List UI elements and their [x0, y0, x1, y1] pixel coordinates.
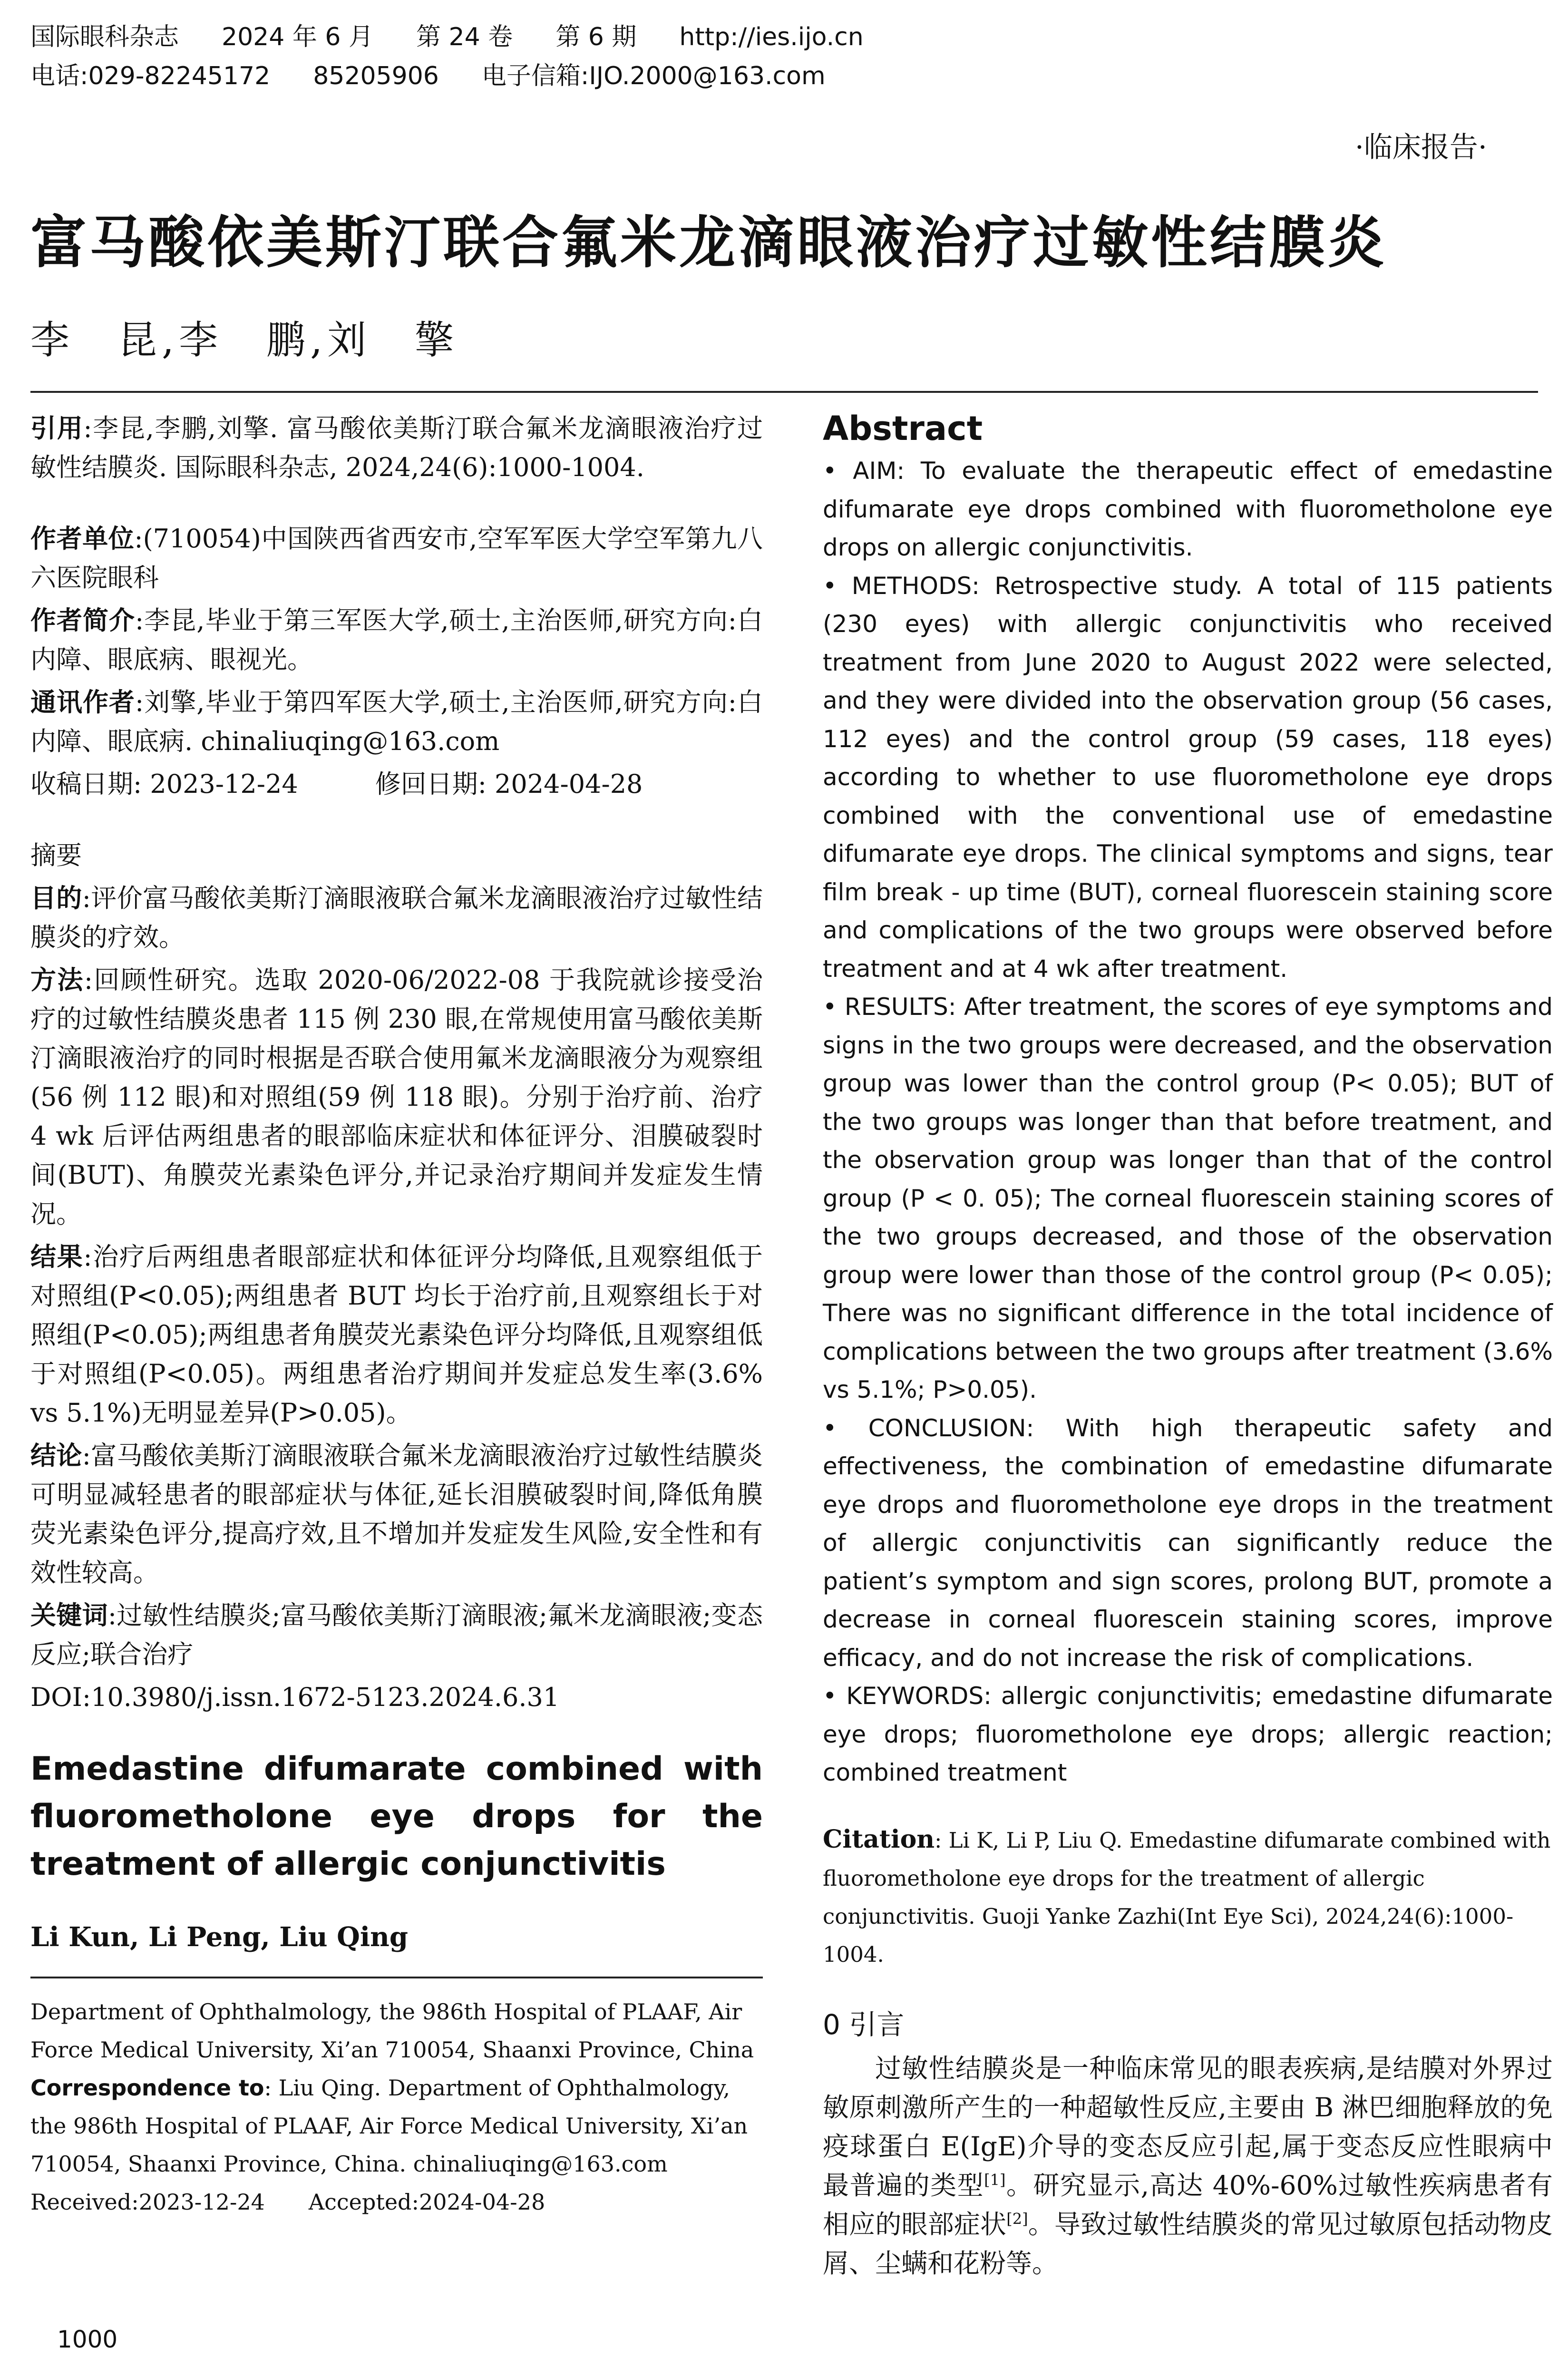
abstract-heading-zh: 摘要 [30, 840, 82, 870]
section-tag: ·临床报告· [1354, 131, 1487, 164]
journal-email[interactable]: 电子信箱:IJO.2000@163.com [481, 62, 826, 90]
affiliation-en: Department of Ophthalmology, the 986th Hospital of PLAAF, Air Force Medical University, Xi’an 710054, Shaanxi Province, China [30, 1999, 754, 2063]
journal-name: 国际眼科杂志 [30, 23, 179, 51]
author-unit: 作者单位:(710054)中国陕西省西安市,空军军医大学空军第九八六医院眼科 [30, 524, 763, 593]
citation-en: Citation: Li K, Li P, Liu Q. Emedastine difumarate combined with fluorometholone eye drops for the treatment of allergic conjunctivitis. Guoji Yanke Zazhi(Int Eye Sci), 2024,24(6):1000-1004. [823, 1824, 1551, 1967]
issue-date: 2024 年 6 月 [222, 23, 374, 51]
reference-1[interactable]: [1] [984, 2171, 1006, 2189]
abstract-method-zh: 方法:回顾性研究。选取 2020-06/2022-08 于我院就诊接受治疗的过敏性结膜炎患者 115 例 230 眼,在常规使用富马酸依美斯汀滴眼液治疗的同时根据是否联合使用氟米龙滴眼液分为观察组(56 例 112 眼)和对照组(59 例 118 眼)。分别于治疗前、治疗 4 wk 后评估两组患者的眼部临床症状和体征评分、泪膜破裂时间(BUT)、角膜荧光素染色评分,并记录治疗期间并发症发生情况。 [30, 965, 763, 1229]
article-authors-en: Li Kun, Li Peng, Liu Qing [30, 1921, 409, 1953]
affiliation-divider [30, 1977, 763, 1978]
page-number: 1000 [57, 2326, 118, 2353]
article-authors-zh: 李 昆,李 鹏,刘 擎 [30, 318, 459, 363]
abstract-methods-en: • METHODS: Retrospective study. A total of 115 patients (230 eyes) with allergic conjunctivitis who received treatment from June 2020 to August 2022 were selected, and they were divided into the observation group (56 cases, 112 eyes) and the control group (59 cases, 118 eyes) according to whether to use fluorometholone eye drops combined with the conventional use of emedastine difumarate eye drops. The clinical symptoms and signs, tear film break - up time (BUT), corneal fluorescein staining score and complications of the two groups were observed before treatment and at 4 wk after treatment. [823, 572, 1553, 983]
phone-2: 85205906 [313, 62, 439, 90]
left-column [30, 409, 763, 2221]
abstract-title-en: Abstract [823, 409, 983, 448]
author-bio: 作者简介:李昆,毕业于第三军医大学,硕士,主治医师,研究方向:白内障、眼底病、眼视光。 [30, 605, 763, 674]
abstract-aim-zh: 目的:评价富马酸依美斯汀滴眼液联合氟米龙滴眼液治疗过敏性结膜炎的疗效。 [30, 883, 763, 952]
keywords-zh: 关键词:过敏性结膜炎;富马酸依美斯汀滴眼液;氟米龙滴眼液;变态反应;联合治疗 [30, 1600, 763, 1669]
reference-2[interactable]: [2] [1006, 2210, 1028, 2228]
intro-heading: 0 引言 [823, 2008, 905, 2041]
received-dates-en: Received:2023-12-24 Accepted:2024-04-28 [30, 2189, 545, 2215]
abstract-result-zh: 结果:治疗后两组患者眼部症状和体征评分均降低,且观察组低于对照组(P<0.05);两组患者 BUT 均长于治疗前,且观察组长于对照组(P<0.05);两组患者角膜荧光素染色评分均降低,且观察组低于对照组(P<0.05)。两组患者治疗期间并发症总发生率(3.6% vs 5.1%)无明显差异(P>0.05)。 [30, 1242, 763, 1428]
abstract-conclusion-en: • CONCLUSION: With high therapeutic safety and effectiveness, the combination of emedastine difumarate eye drops and fluorometholone eye drops in the treatment of allergic conjunctivitis can significantly reduce the patient’s symptom and sign scores, prolong BUT, promote a decrease in corneal fluorescein staining scores, improve efficacy, and do not increase the risk of complications. [823, 1414, 1553, 1672]
abstract-aim-en: • AIM: To evaluate the therapeutic effect of emedastine difumarate eye drops combined with fluorometholone eye drops on allergic conjunctivitis. [823, 457, 1553, 561]
abstract-results-en: • RESULTS: After treatment, the scores of eye symptoms and signs in the two groups were decreased, and the observation group was lower than the control group (P< 0.05); BUT of the two groups was longer than that before treatment, and the observation group was longer than that of the control group (P < 0. 05); The corneal fluorescein staining scores of the two groups decreased, and those of the observation group were lower than those of the control group (P< 0.05); There was no significant difference in the total incidence of complications between the two groups after treatment (3.6% vs 5.1%; P>0.05). [823, 993, 1553, 1403]
phone-1: 电话:029-82245172 [30, 62, 271, 90]
volume: 第 24 卷 [416, 23, 513, 51]
journal-url[interactable]: http://ies.ijo.cn [679, 23, 864, 51]
running-header-line2 [30, 61, 868, 91]
received-dates-zh: 收稿日期: 2023-12-24 修回日期: 2024-04-28 [30, 769, 643, 799]
keywords-en: • KEYWORDS: allergic conjunctivitis; emedastine difumarate eye drops; fluorometholone eye drops; allergic reaction; combined treatment [823, 1682, 1553, 1786]
corresponding-author: 通讯作者:刘擎,毕业于第四军医大学,硕士,主治医师,研究方向:白内障、眼底病. chinaliuqing@163.com [30, 687, 763, 756]
article-title-zh: 富马酸依美斯汀联合氟米龙滴眼液治疗过敏性结膜炎 [30, 210, 1387, 275]
running-header-line1 [30, 22, 906, 52]
title-divider [30, 391, 1538, 393]
article-title-en: Emedastine difumarate combined with fluorometholone eye drops for the treatment of allergic conjunctivitis [30, 1750, 763, 1883]
right-column [823, 409, 1553, 2283]
citation-zh: 引用:李昆,李鹏,刘擎. 富马酸依美斯汀联合氟米龙滴眼液治疗过敏性结膜炎. 国际眼科杂志, 2024,24(6):1000-1004. [30, 413, 763, 482]
correspondence-en: Correspondence to: Liu Qing. Department of Ophthalmology, the 986th Hospital of PLAAF, Air Force Medical University, Xi’an 710054, Shaanxi Province, China. chinaliuqing@163.com [30, 2075, 748, 2177]
issue-number: 第 6 期 [555, 23, 637, 51]
intro-paragraph: 过敏性结膜炎是一种临床常见的眼表疾病,是结膜对外界过敏原刺激所产生的一种超敏性反应,主要由 B 淋巴细胞释放的免疫球蛋白 E(IgE)介导的变态反应引起,属于变态反应性眼病中最普遍的类型[1]。研究显示,高达 40%-60%过敏性疾病患者有相应的眼部症状[2]。导致过敏性结膜炎的常见过敏原包括动物皮屑、尘螨和花粉等。 [823, 2053, 1553, 2279]
abstract-conclusion-zh: 结论:富马酸依美斯汀滴眼液联合氟米龙滴眼液治疗过敏性结膜炎可明显减轻患者的眼部症状与体征,延长泪膜破裂时间,降低角膜荧光素染色评分,提高疗效,且不增加并发症发生风险,安全性和有效性较高。 [30, 1441, 763, 1588]
doi[interactable]: DOI:10.3980/j.issn.1672-5123.2024.6.31 [30, 1682, 560, 1712]
